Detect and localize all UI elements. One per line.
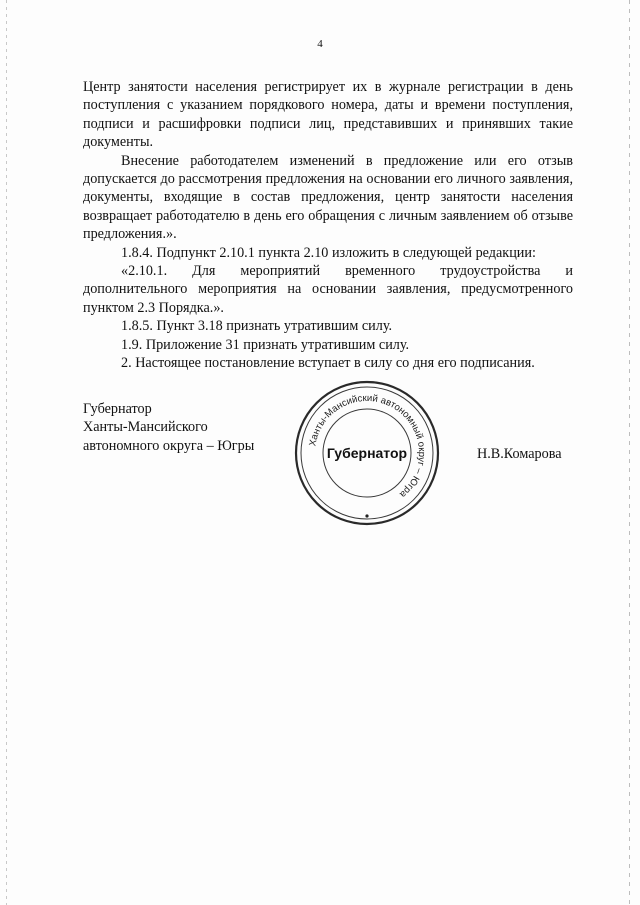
signature-position-line: Губернатор bbox=[83, 401, 152, 417]
signature-position bbox=[83, 400, 254, 455]
paragraph-2: 2. Настоящее постановление вступает в силу со дня его подписания. bbox=[121, 355, 535, 372]
official-seal-graphic bbox=[292, 378, 442, 528]
signer-name: Н.В.Комарова bbox=[477, 446, 562, 462]
page-number: 4 bbox=[317, 38, 323, 50]
paragraph-withdrawal: Внесение работодателем изменений в предложение или его отзыв допускается до рассмотрения предложения на основании его личного заявления, документы, входящие в состав предложения, центр занятости населения возвращает работодателю в день его обращения с личным заявлением об отзыве предложения.». bbox=[83, 152, 573, 243]
scan-edge-left bbox=[6, 0, 7, 905]
document-body bbox=[83, 78, 573, 373]
paragraph-2-10-1: «2.10.1. Для мероприятий временного трудоустройства и дополнительного мероприятия на основании заявления, предусмотренного пунктом 2.3 Порядка.». bbox=[83, 263, 573, 316]
official-seal bbox=[292, 378, 442, 528]
paragraph-1-8-5: 1.8.5. Пункт 3.18 признать утратившим силу. bbox=[121, 318, 393, 335]
seal-center-text: Губернатор bbox=[326, 445, 408, 461]
signature-position-line: автономного округа – Югры bbox=[83, 437, 255, 454]
paragraph-registration: Центр занятости населения регистрирует их в журнале регистрации в день поступления с указанием порядкового номера, даты и времени поступления, подписи и расшифровки подписи лиц, представивших и принявших такие документы. bbox=[83, 79, 573, 151]
paragraph-1-9: 1.9. Приложение 31 признать утратившим силу. bbox=[121, 336, 410, 353]
seal-ring-text: Ханты-Мансийский автономный округ – Югра bbox=[307, 392, 428, 500]
paragraph-1-8-4: 1.8.4. Подпункт 2.10.1 пункта 2.10 изложить в следующей редакции: bbox=[121, 244, 536, 261]
signature-position-line: Ханты-Мансийского bbox=[83, 419, 208, 436]
scan-edge-right bbox=[629, 0, 630, 905]
